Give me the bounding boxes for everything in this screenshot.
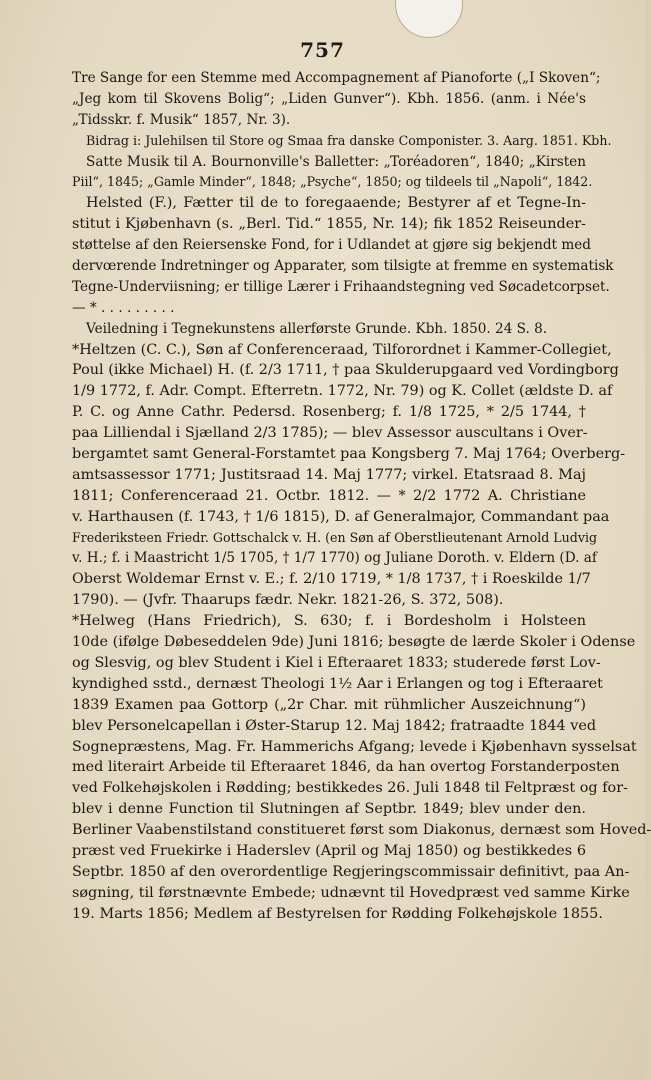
text-line: Berliner Vaabenstilstand constitueret først som Diakonus, dernæst som Hoved- <box>72 822 651 839</box>
text-line: Tegne-Underviisning; er tillige Lærer i Frihaandstegning ved Søcadetcorpset. <box>72 278 610 295</box>
text-line: Bidrag i: Julehilsen til Store og Smaa fra danske Componister. 3. Aarg. 1851. Kbh. <box>86 132 612 148</box>
text-line: Poul (ikke Michael) H. (f. 2/3 1711, † paa Skulderupgaard ved Vordingborg <box>72 362 619 379</box>
text-line: præst ved Fruekirke i Haderslev (April og Maj 1850) og bestikkedes 6 <box>72 842 586 859</box>
text-line: blev Personelcapellan i Øster-Starup 12. Maj 1842; fratraadte 1844 ved <box>72 717 597 734</box>
page-text <box>72 68 651 925</box>
text-line: — * . . . . . . . . . <box>72 299 175 316</box>
text-line: 1/9 1772, f. Adr. Compt. Efterretn. 1772, Nr. 79) og K. Collet (ældste D. af <box>72 383 613 400</box>
entry-heading-line: Helsted (F.), Fætter til de to foregaaende; Bestyrer af et Tegne-In- <box>86 195 586 212</box>
text-line: 1839 Examen paa Gottorp („2r Char. mit rühmlicher Auszeichnung“) <box>72 696 586 713</box>
text-line: med literairt Arbeide til Efteraaret 1846, da han overtog Forstanderposten <box>72 759 620 776</box>
text-line: og Slesvig, og blev Student i Kiel i Efteraaret 1833; studerede først Lov- <box>72 654 601 671</box>
text-line: kyndighed sstd., dernæst Theologi 1½ Aar i Erlangen og tog i Efteraaret <box>72 675 603 692</box>
text-line: Oberst Woldemar Ernst v. E.; f. 2/10 1719, * 1/8 1737, † i Roeskilde 1/7 <box>72 571 591 588</box>
text-line: 10de (ifølge Døbeseddelen 9de) Juni 1816; besøgte de lærde Skoler i Odense <box>72 634 636 651</box>
text-line: 1790). — (Jvfr. Thaarups fædr. Nekr. 1821-26, S. 372, 508). <box>72 592 504 609</box>
text-line: „Tidsskr. f. Musik“ 1857, Nr. 3). <box>72 111 291 128</box>
text-line: Septbr. 1850 af den overordentlige Regjeringscommissair definitivt, paa An- <box>72 863 630 880</box>
text-line: stitut i Kjøbenhavn (s. „Berl. Tid.“ 1855, Nr. 14); fik 1852 Reiseunder- <box>72 216 586 233</box>
text-line: søgning, til førstnævnte Embede; udnævnt til Hovedpræst ved samme Kirke <box>72 884 630 901</box>
text-line: Satte Musik til A. Bournonville's Balletter: „Toréadoren“, 1840; „Kirsten <box>86 153 586 170</box>
entry-heading-line: *Helweg (Hans Friedrich), S. 630; f. i Bordesholm i Holsteen <box>72 613 586 630</box>
text-line: ved Folkehøjskolen i Rødding; bestikkedes 26. Juli 1848 til Feltpræst og for- <box>72 780 628 797</box>
text-line: Sognepræstens, Mag. Fr. Hammerichs Afgang; levede i Kjøbenhavn sysselsat <box>72 738 637 755</box>
text-line: Veiledning i Tegnekunstens allerførste Grunde. Kbh. 1850. 24 S. 8. <box>86 320 548 337</box>
text-line: blev i denne Function til Slutningen af Septbr. 1849; blev under den. <box>72 801 586 818</box>
text-line: bergamtet samt General-Forstamtet paa Kongsberg 7. Maj 1764; Overberg- <box>72 446 626 463</box>
text-line: paa Lilliendal i Sjælland 2/3 1785); — blev Assessor auscultans i Over- <box>72 425 588 442</box>
text-line: Piil“, 1845; „Gamle Minder“, 1848; „Psyche“, 1850; og tildeels til „Napoli“, 1842. <box>72 174 593 190</box>
text-line: P. C. og Anne Cathr. Pedersd. Rosenberg; f. 1/8 1725, * 2/5 1744, † <box>72 404 586 421</box>
page-number: 757 <box>300 38 345 62</box>
text-line: v. Harthausen (f. 1743, † 1/6 1815), D. af Generalmajor, Commandant paa <box>72 508 610 525</box>
text-line: dervœrende Indretninger og Apparater, som tilsigte at fremme en systematisk <box>72 258 614 275</box>
text-line: 19. Marts 1856; Medlem af Bestyrelsen for Rødding Folkehøjskole 1855. <box>72 905 603 922</box>
text-line: støttelse af den Reiersenske Fond, for i Udlandet at gjøre sig bekjendt med <box>72 237 591 254</box>
text-line: v. H.; f. i Maastricht 1/5 1705, † 1/7 1770) og Juliane Dorоth. v. Eldern (D. af <box>72 550 597 567</box>
page-punch-hole <box>395 0 463 38</box>
text-line: amtsassessor 1771; Justitsraad 14. Maj 1777; virkel. Etatsraad 8. Maj <box>72 466 586 483</box>
text-line: Tre Sange for een Stemme med Accompagnement af Pianoforte („I Skoven“; <box>72 70 601 86</box>
entry-heading-line: *Heltzen (C. C.), Søn af Conferenceraad, Tilforordnet i Kammer-Collegiet, <box>72 341 612 358</box>
text-line: Frederiksteen Friedr. Gottschalck v. H. (en Søn af Oberstlieutenant Arnold Ludvig <box>72 529 598 545</box>
text-line: „Jeg kom til Skovens Bolig“; „Liden Gunver“). Kbh. 1856. (anm. i Née's <box>72 90 586 107</box>
text-line: 1811; Conferenceraad 21. Octbr. 1812. — * 2/2 1772 A. Christiane <box>72 487 586 504</box>
